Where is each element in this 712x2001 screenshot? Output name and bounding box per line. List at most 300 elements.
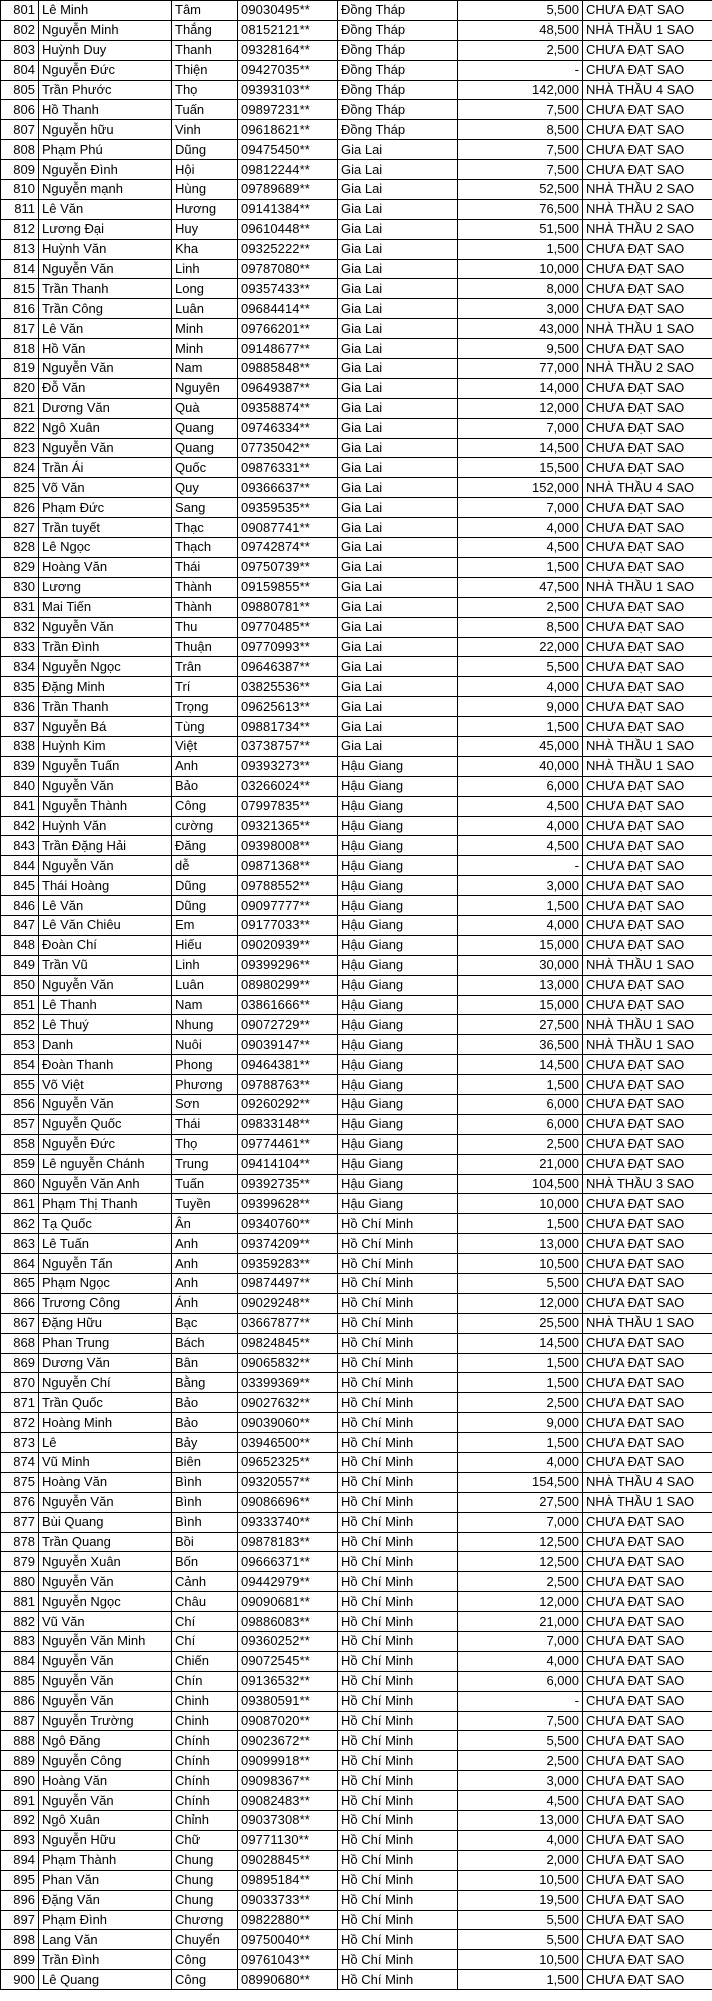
cell-points[interactable]: 51,500 <box>458 219 583 239</box>
cell-given-name[interactable]: Quy <box>172 478 238 498</box>
cell-row-number[interactable]: 854 <box>1 1055 39 1075</box>
cell-points[interactable]: 142,000 <box>458 80 583 100</box>
cell-phone[interactable]: 09028845** <box>238 1850 338 1870</box>
cell-phone[interactable]: 03266024** <box>238 776 338 796</box>
cell-row-number[interactable]: 829 <box>1 557 39 577</box>
cell-given-name[interactable]: Trọng <box>172 697 238 717</box>
cell-row-number[interactable]: 826 <box>1 498 39 518</box>
cell-row-number[interactable]: 811 <box>1 199 39 219</box>
cell-points[interactable]: 7,500 <box>458 1711 583 1731</box>
cell-phone[interactable]: 09374209** <box>238 1234 338 1254</box>
cell-rank-status[interactable]: CHƯA ĐẠT SAO <box>583 876 712 896</box>
cell-points[interactable]: 47,500 <box>458 577 583 597</box>
cell-given-name[interactable]: Bình <box>172 1512 238 1532</box>
cell-surname[interactable]: Phan Văn <box>39 1870 172 1890</box>
cell-province[interactable]: Hồ Chí Minh <box>338 1632 458 1652</box>
cell-surname[interactable]: Nguyễn hữu <box>39 120 172 140</box>
cell-rank-status[interactable]: CHƯA ĐẠT SAO <box>583 1433 712 1453</box>
cell-phone[interactable]: 09320557** <box>238 1472 338 1492</box>
cell-given-name[interactable]: Anh <box>172 1234 238 1254</box>
cell-surname[interactable]: Nguyễn Văn <box>39 259 172 279</box>
cell-rank-status[interactable]: CHƯA ĐẠT SAO <box>583 776 712 796</box>
cell-phone[interactable]: 09652325** <box>238 1453 338 1473</box>
cell-phone[interactable]: 08980299** <box>238 975 338 995</box>
cell-phone[interactable]: 09761043** <box>238 1950 338 1970</box>
cell-province[interactable]: Đồng Tháp <box>338 40 458 60</box>
cell-rank-status[interactable]: CHƯA ĐẠT SAO <box>583 1711 712 1731</box>
cell-points[interactable]: 12,500 <box>458 1552 583 1572</box>
cell-province[interactable]: Gia Lai <box>338 378 458 398</box>
cell-surname[interactable]: Nguyễn Văn <box>39 1671 172 1691</box>
cell-points[interactable]: 4,500 <box>458 836 583 856</box>
cell-row-number[interactable]: 898 <box>1 1930 39 1950</box>
cell-rank-status[interactable]: CHƯA ĐẠT SAO <box>583 1234 712 1254</box>
cell-phone[interactable]: 09030495** <box>238 1 338 21</box>
cell-province[interactable]: Hồ Chí Minh <box>338 1353 458 1373</box>
cell-surname[interactable]: Huỳnh Văn <box>39 239 172 259</box>
cell-surname[interactable]: Lê Thanh <box>39 995 172 1015</box>
cell-points[interactable]: 14,500 <box>458 438 583 458</box>
cell-phone[interactable]: 09086696** <box>238 1492 338 1512</box>
cell-points[interactable]: 1,500 <box>458 1214 583 1234</box>
cell-phone[interactable]: 09037308** <box>238 1811 338 1831</box>
cell-row-number[interactable]: 900 <box>1 1970 39 1990</box>
cell-points[interactable]: 3,000 <box>458 876 583 896</box>
cell-points[interactable]: 6,000 <box>458 1114 583 1134</box>
cell-row-number[interactable]: 855 <box>1 1075 39 1095</box>
cell-rank-status[interactable]: CHƯA ĐẠT SAO <box>583 339 712 359</box>
cell-province[interactable]: Gia Lai <box>338 180 458 200</box>
cell-surname[interactable]: Hoàng Minh <box>39 1413 172 1433</box>
cell-rank-status[interactable]: NHÀ THẦU 1 SAO <box>583 577 712 597</box>
cell-given-name[interactable]: Nam <box>172 995 238 1015</box>
cell-points[interactable]: 3,000 <box>458 1771 583 1791</box>
cell-surname[interactable]: Nguyễn Ngọc <box>39 657 172 677</box>
cell-surname[interactable]: Lương <box>39 577 172 597</box>
cell-province[interactable]: Hậu Giang <box>338 1015 458 1035</box>
cell-phone[interactable]: 09328164** <box>238 40 338 60</box>
cell-rank-status[interactable]: CHƯA ĐẠT SAO <box>583 1532 712 1552</box>
cell-rank-status[interactable]: CHƯA ĐẠT SAO <box>583 1254 712 1274</box>
cell-province[interactable]: Gia Lai <box>338 577 458 597</box>
cell-surname[interactable]: Trần Đình <box>39 637 172 657</box>
cell-province[interactable]: Hồ Chí Minh <box>338 1771 458 1791</box>
cell-given-name[interactable]: Chính <box>172 1791 238 1811</box>
cell-rank-status[interactable]: CHƯA ĐẠT SAO <box>583 1512 712 1532</box>
cell-points[interactable]: 1,500 <box>458 239 583 259</box>
cell-rank-status[interactable]: CHƯA ĐẠT SAO <box>583 1950 712 1970</box>
cell-given-name[interactable]: Tùng <box>172 717 238 737</box>
cell-row-number[interactable]: 887 <box>1 1711 39 1731</box>
cell-given-name[interactable]: Dũng <box>172 896 238 916</box>
cell-phone[interactable]: 03667877** <box>238 1313 338 1333</box>
cell-surname[interactable]: Nguyễn Văn <box>39 1572 172 1592</box>
cell-surname[interactable]: Bùi Quang <box>39 1512 172 1532</box>
cell-surname[interactable]: Nguyễn Đức <box>39 60 172 80</box>
cell-row-number[interactable]: 861 <box>1 1194 39 1214</box>
cell-points[interactable]: 10,500 <box>458 1950 583 1970</box>
cell-given-name[interactable]: Minh <box>172 339 238 359</box>
cell-given-name[interactable]: Chính <box>172 1731 238 1751</box>
cell-row-number[interactable]: 812 <box>1 219 39 239</box>
cell-surname[interactable]: Phạm Ngọc <box>39 1274 172 1294</box>
cell-given-name[interactable]: Huy <box>172 219 238 239</box>
cell-province[interactable]: Hồ Chí Minh <box>338 1492 458 1512</box>
cell-given-name[interactable]: Bình <box>172 1472 238 1492</box>
cell-given-name[interactable]: Luân <box>172 975 238 995</box>
cell-phone[interactable]: 09358874** <box>238 398 338 418</box>
cell-phone[interactable]: 09039060** <box>238 1413 338 1433</box>
cell-row-number[interactable]: 830 <box>1 577 39 597</box>
cell-phone[interactable]: 09359535** <box>238 498 338 518</box>
cell-rank-status[interactable]: CHƯA ĐẠT SAO <box>583 1910 712 1930</box>
cell-rank-status[interactable]: CHƯA ĐẠT SAO <box>583 1930 712 1950</box>
cell-points[interactable]: 14,500 <box>458 1055 583 1075</box>
cell-given-name[interactable]: Bảo <box>172 1413 238 1433</box>
cell-province[interactable]: Hậu Giang <box>338 756 458 776</box>
cell-points[interactable]: 4,000 <box>458 816 583 836</box>
cell-given-name[interactable]: Nuôi <box>172 1035 238 1055</box>
cell-rank-status[interactable]: CHƯA ĐẠT SAO <box>583 1134 712 1154</box>
cell-row-number[interactable]: 814 <box>1 259 39 279</box>
cell-given-name[interactable]: Chí <box>172 1632 238 1652</box>
cell-surname[interactable]: Nguyễn Hữu <box>39 1830 172 1850</box>
cell-points[interactable]: 104,500 <box>458 1174 583 1194</box>
cell-phone[interactable]: 09033733** <box>238 1890 338 1910</box>
cell-province[interactable]: Hậu Giang <box>338 935 458 955</box>
cell-surname[interactable]: Trần Đặng Hải <box>39 836 172 856</box>
cell-row-number[interactable]: 816 <box>1 299 39 319</box>
cell-points[interactable]: 4,500 <box>458 1791 583 1811</box>
cell-surname[interactable]: Hồ Văn <box>39 339 172 359</box>
cell-given-name[interactable]: Bảy <box>172 1433 238 1453</box>
cell-surname[interactable]: Nguyễn Quốc <box>39 1114 172 1134</box>
cell-surname[interactable]: Huỳnh Văn <box>39 816 172 836</box>
cell-row-number[interactable]: 840 <box>1 776 39 796</box>
cell-province[interactable]: Đồng Tháp <box>338 80 458 100</box>
cell-phone[interactable]: 09398008** <box>238 836 338 856</box>
cell-surname[interactable]: Dương Văn <box>39 398 172 418</box>
cell-province[interactable]: Hồ Chí Minh <box>338 1731 458 1751</box>
cell-given-name[interactable]: Sơn <box>172 1094 238 1114</box>
cell-surname[interactable]: Tạ Quốc <box>39 1214 172 1234</box>
cell-province[interactable]: Hồ Chí Minh <box>338 1274 458 1294</box>
cell-given-name[interactable]: Hương <box>172 199 238 219</box>
cell-points[interactable]: 40,000 <box>458 756 583 776</box>
cell-row-number[interactable]: 865 <box>1 1274 39 1294</box>
cell-province[interactable]: Hồ Chí Minh <box>338 1472 458 1492</box>
cell-province[interactable]: Gia Lai <box>338 677 458 697</box>
cell-points[interactable]: 5,500 <box>458 1930 583 1950</box>
cell-province[interactable]: Hậu Giang <box>338 1094 458 1114</box>
cell-province[interactable]: Hậu Giang <box>338 816 458 836</box>
cell-surname[interactable]: Mai Tiến <box>39 597 172 617</box>
cell-given-name[interactable]: Thành <box>172 597 238 617</box>
cell-row-number[interactable]: 866 <box>1 1293 39 1313</box>
cell-phone[interactable]: 09357433** <box>238 279 338 299</box>
cell-points[interactable]: 27,500 <box>458 1015 583 1035</box>
cell-rank-status[interactable]: CHƯA ĐẠT SAO <box>583 1592 712 1612</box>
cell-row-number[interactable]: 862 <box>1 1214 39 1234</box>
cell-phone[interactable]: 09824845** <box>238 1333 338 1353</box>
cell-province[interactable]: Gia Lai <box>338 199 458 219</box>
cell-province[interactable]: Hồ Chí Minh <box>338 1214 458 1234</box>
cell-rank-status[interactable]: CHƯA ĐẠT SAO <box>583 100 712 120</box>
cell-given-name[interactable]: dễ <box>172 856 238 876</box>
cell-surname[interactable]: Nguyễn Văn <box>39 617 172 637</box>
cell-phone[interactable]: 09625613** <box>238 697 338 717</box>
cell-row-number[interactable]: 870 <box>1 1373 39 1393</box>
cell-province[interactable]: Hồ Chí Minh <box>338 1532 458 1552</box>
cell-given-name[interactable]: Minh <box>172 319 238 339</box>
cell-phone[interactable]: 09159855** <box>238 577 338 597</box>
cell-phone[interactable]: 09646387** <box>238 657 338 677</box>
cell-given-name[interactable]: Chung <box>172 1890 238 1910</box>
cell-rank-status[interactable]: CHƯA ĐẠT SAO <box>583 796 712 816</box>
cell-points[interactable]: 4,000 <box>458 915 583 935</box>
cell-phone[interactable]: 09649387** <box>238 378 338 398</box>
cell-rank-status[interactable]: CHƯA ĐẠT SAO <box>583 1274 712 1294</box>
cell-points[interactable]: 7,500 <box>458 160 583 180</box>
cell-phone[interactable]: 09359283** <box>238 1254 338 1274</box>
cell-row-number[interactable]: 825 <box>1 478 39 498</box>
cell-province[interactable]: Hồ Chí Minh <box>338 1651 458 1671</box>
cell-points[interactable]: 4,000 <box>458 677 583 697</box>
cell-surname[interactable]: Lê Minh <box>39 1 172 21</box>
cell-points[interactable]: 1,500 <box>458 557 583 577</box>
cell-given-name[interactable]: Vinh <box>172 120 238 140</box>
cell-rank-status[interactable]: CHƯA ĐẠT SAO <box>583 498 712 518</box>
cell-phone[interactable]: 03399369** <box>238 1373 338 1393</box>
cell-phone[interactable]: 09770485** <box>238 617 338 637</box>
cell-rank-status[interactable]: NHÀ THẦU 4 SAO <box>583 80 712 100</box>
cell-row-number[interactable]: 801 <box>1 1 39 21</box>
cell-surname[interactable]: Trần Quang <box>39 1532 172 1552</box>
cell-surname[interactable]: Lê Ngọc <box>39 538 172 558</box>
cell-surname[interactable]: Danh <box>39 1035 172 1055</box>
cell-given-name[interactable]: Hội <box>172 160 238 180</box>
cell-surname[interactable]: Nguyễn Tuấn <box>39 756 172 776</box>
cell-row-number[interactable]: 878 <box>1 1532 39 1552</box>
cell-province[interactable]: Hồ Chí Minh <box>338 1313 458 1333</box>
cell-given-name[interactable]: Anh <box>172 1254 238 1274</box>
cell-row-number[interactable]: 890 <box>1 1771 39 1791</box>
cell-points[interactable]: 30,000 <box>458 955 583 975</box>
cell-surname[interactable]: Đặng Minh <box>39 677 172 697</box>
cell-row-number[interactable]: 810 <box>1 180 39 200</box>
cell-row-number[interactable]: 896 <box>1 1890 39 1910</box>
cell-row-number[interactable]: 883 <box>1 1632 39 1652</box>
cell-points[interactable]: 7,500 <box>458 100 583 120</box>
cell-province[interactable]: Hậu Giang <box>338 876 458 896</box>
cell-phone[interactable]: 09880781** <box>238 597 338 617</box>
cell-province[interactable]: Gia Lai <box>338 458 458 478</box>
cell-phone[interactable]: 09750739** <box>238 557 338 577</box>
cell-rank-status[interactable]: CHƯA ĐẠT SAO <box>583 995 712 1015</box>
cell-surname[interactable]: Nguyễn Văn <box>39 1094 172 1114</box>
cell-points[interactable]: 1,500 <box>458 1970 583 1990</box>
cell-given-name[interactable]: Thanh <box>172 40 238 60</box>
cell-province[interactable]: Gia Lai <box>338 259 458 279</box>
cell-province[interactable]: Gia Lai <box>338 557 458 577</box>
cell-phone[interactable]: 09177033** <box>238 915 338 935</box>
cell-given-name[interactable]: Sang <box>172 498 238 518</box>
cell-rank-status[interactable]: NHÀ THẦU 2 SAO <box>583 219 712 239</box>
cell-row-number[interactable]: 894 <box>1 1850 39 1870</box>
cell-surname[interactable]: Nguyễn Ngọc <box>39 1592 172 1612</box>
cell-rank-status[interactable]: CHƯA ĐẠT SAO <box>583 1691 712 1711</box>
cell-surname[interactable]: Trần tuyết <box>39 518 172 538</box>
cell-rank-status[interactable]: NHÀ THẦU 1 SAO <box>583 736 712 756</box>
cell-points[interactable]: 15,000 <box>458 995 583 1015</box>
cell-surname[interactable]: Võ Việt <box>39 1075 172 1095</box>
cell-rank-status[interactable]: CHƯA ĐẠT SAO <box>583 259 712 279</box>
cell-province[interactable]: Gia Lai <box>338 418 458 438</box>
cell-given-name[interactable]: Thọ <box>172 1134 238 1154</box>
cell-points[interactable]: 4,500 <box>458 796 583 816</box>
cell-row-number[interactable]: 869 <box>1 1353 39 1373</box>
cell-given-name[interactable]: Tuấn <box>172 1174 238 1194</box>
cell-phone[interactable]: 09787080** <box>238 259 338 279</box>
cell-phone[interactable]: 09442979** <box>238 1572 338 1592</box>
cell-row-number[interactable]: 808 <box>1 140 39 160</box>
cell-phone[interactable]: 09770993** <box>238 637 338 657</box>
cell-row-number[interactable]: 856 <box>1 1094 39 1114</box>
cell-province[interactable]: Gia Lai <box>338 299 458 319</box>
cell-surname[interactable]: Nguyễn Đức <box>39 1134 172 1154</box>
cell-surname[interactable]: Nguyễn Bá <box>39 717 172 737</box>
cell-surname[interactable]: Lương Đại <box>39 219 172 239</box>
cell-province[interactable]: Hồ Chí Minh <box>338 1572 458 1592</box>
cell-surname[interactable]: Lê Văn <box>39 319 172 339</box>
cell-given-name[interactable]: Thái <box>172 1114 238 1134</box>
cell-province[interactable]: Hậu Giang <box>338 995 458 1015</box>
cell-row-number[interactable]: 822 <box>1 418 39 438</box>
cell-surname[interactable]: Trần Thanh <box>39 697 172 717</box>
cell-points[interactable]: 27,500 <box>458 1492 583 1512</box>
cell-given-name[interactable]: Hùng <box>172 180 238 200</box>
cell-rank-status[interactable]: CHƯA ĐẠT SAO <box>583 1771 712 1791</box>
cell-rank-status[interactable]: CHƯA ĐẠT SAO <box>583 697 712 717</box>
cell-row-number[interactable]: 857 <box>1 1114 39 1134</box>
cell-points[interactable]: 7,000 <box>458 498 583 518</box>
cell-province[interactable]: Gia Lai <box>338 637 458 657</box>
cell-row-number[interactable]: 874 <box>1 1453 39 1473</box>
cell-points[interactable]: - <box>458 60 583 80</box>
cell-points[interactable]: 8,500 <box>458 617 583 637</box>
cell-points[interactable]: 12,000 <box>458 1293 583 1313</box>
cell-rank-status[interactable]: CHƯA ĐẠT SAO <box>583 1293 712 1313</box>
cell-province[interactable]: Hồ Chí Minh <box>338 1671 458 1691</box>
cell-given-name[interactable]: Tâm <box>172 1 238 21</box>
cell-surname[interactable]: Lê Thuý <box>39 1015 172 1035</box>
cell-surname[interactable]: Trương Công <box>39 1293 172 1313</box>
cell-phone[interactable]: 09871368** <box>238 856 338 876</box>
cell-province[interactable]: Hồ Chí Minh <box>338 1512 458 1532</box>
cell-row-number[interactable]: 848 <box>1 935 39 955</box>
cell-province[interactable]: Hồ Chí Minh <box>338 1234 458 1254</box>
cell-province[interactable]: Hồ Chí Minh <box>338 1751 458 1771</box>
cell-province[interactable]: Hồ Chí Minh <box>338 1413 458 1433</box>
cell-rank-status[interactable]: CHƯA ĐẠT SAO <box>583 1413 712 1433</box>
cell-surname[interactable]: Ngô Xuân <box>39 418 172 438</box>
cell-points[interactable]: 154,500 <box>458 1472 583 1492</box>
cell-surname[interactable]: Nguyễn Văn <box>39 975 172 995</box>
cell-points[interactable]: 15,500 <box>458 458 583 478</box>
cell-province[interactable]: Hồ Chí Minh <box>338 1970 458 1990</box>
cell-row-number[interactable]: 819 <box>1 359 39 379</box>
cell-row-number[interactable]: 889 <box>1 1751 39 1771</box>
cell-surname[interactable]: Trần Phước <box>39 80 172 100</box>
cell-given-name[interactable]: Bằng <box>172 1373 238 1393</box>
cell-phone[interactable]: 09039147** <box>238 1035 338 1055</box>
cell-rank-status[interactable]: CHƯA ĐẠT SAO <box>583 538 712 558</box>
cell-given-name[interactable]: Thái <box>172 557 238 577</box>
cell-rank-status[interactable]: CHƯA ĐẠT SAO <box>583 1214 712 1234</box>
cell-row-number[interactable]: 820 <box>1 378 39 398</box>
cell-row-number[interactable]: 867 <box>1 1313 39 1333</box>
cell-given-name[interactable]: Chinh <box>172 1691 238 1711</box>
cell-row-number[interactable]: 846 <box>1 896 39 916</box>
cell-rank-status[interactable]: CHƯA ĐẠT SAO <box>583 1830 712 1850</box>
cell-surname[interactable]: Lê Tuấn <box>39 1234 172 1254</box>
cell-surname[interactable]: Lê Văn <box>39 199 172 219</box>
cell-rank-status[interactable]: CHƯA ĐẠT SAO <box>583 1194 712 1214</box>
cell-surname[interactable]: Đặng Văn <box>39 1890 172 1910</box>
cell-given-name[interactable]: Bân <box>172 1353 238 1373</box>
cell-points[interactable]: 2,000 <box>458 1850 583 1870</box>
cell-province[interactable]: Hậu Giang <box>338 1174 458 1194</box>
cell-row-number[interactable]: 882 <box>1 1612 39 1632</box>
cell-surname[interactable]: Nguyễn mạnh <box>39 180 172 200</box>
cell-points[interactable]: 7,000 <box>458 1632 583 1652</box>
cell-rank-status[interactable]: CHƯA ĐẠT SAO <box>583 1055 712 1075</box>
cell-province[interactable]: Gia Lai <box>338 717 458 737</box>
cell-points[interactable]: 13,000 <box>458 975 583 995</box>
cell-given-name[interactable]: Bảo <box>172 776 238 796</box>
cell-rank-status[interactable]: CHƯA ĐẠT SAO <box>583 1751 712 1771</box>
cell-phone[interactable]: 09097777** <box>238 896 338 916</box>
cell-surname[interactable]: Nguyễn Văn Anh <box>39 1174 172 1194</box>
cell-province[interactable]: Hậu Giang <box>338 896 458 916</box>
cell-phone[interactable]: 09774461** <box>238 1134 338 1154</box>
cell-province[interactable]: Đồng Tháp <box>338 60 458 80</box>
cell-phone[interactable]: 09087741** <box>238 518 338 538</box>
cell-surname[interactable]: Vũ Minh <box>39 1453 172 1473</box>
cell-surname[interactable]: Phạm Thị Thanh <box>39 1194 172 1214</box>
cell-points[interactable]: 5,500 <box>458 1910 583 1930</box>
cell-province[interactable]: Hậu Giang <box>338 1194 458 1214</box>
cell-row-number[interactable]: 849 <box>1 955 39 975</box>
cell-points[interactable]: 5,500 <box>458 1274 583 1294</box>
cell-rank-status[interactable]: NHÀ THẦU 1 SAO <box>583 20 712 40</box>
cell-province[interactable]: Hồ Chí Minh <box>338 1333 458 1353</box>
cell-rank-status[interactable]: NHÀ THẦU 2 SAO <box>583 180 712 200</box>
cell-given-name[interactable]: Long <box>172 279 238 299</box>
cell-row-number[interactable]: 886 <box>1 1691 39 1711</box>
cell-row-number[interactable]: 835 <box>1 677 39 697</box>
cell-province[interactable]: Gia Lai <box>338 617 458 637</box>
cell-row-number[interactable]: 873 <box>1 1433 39 1453</box>
cell-rank-status[interactable]: CHƯA ĐẠT SAO <box>583 1870 712 1890</box>
cell-points[interactable]: 1,500 <box>458 717 583 737</box>
cell-surname[interactable]: Nguyễn Văn Minh <box>39 1632 172 1652</box>
cell-phone[interactable]: 09885848** <box>238 359 338 379</box>
cell-province[interactable]: Hồ Chí Minh <box>338 1711 458 1731</box>
cell-surname[interactable]: Đoàn Thanh <box>39 1055 172 1075</box>
cell-phone[interactable]: 09427035** <box>238 60 338 80</box>
cell-phone[interactable]: 09065832** <box>238 1353 338 1373</box>
